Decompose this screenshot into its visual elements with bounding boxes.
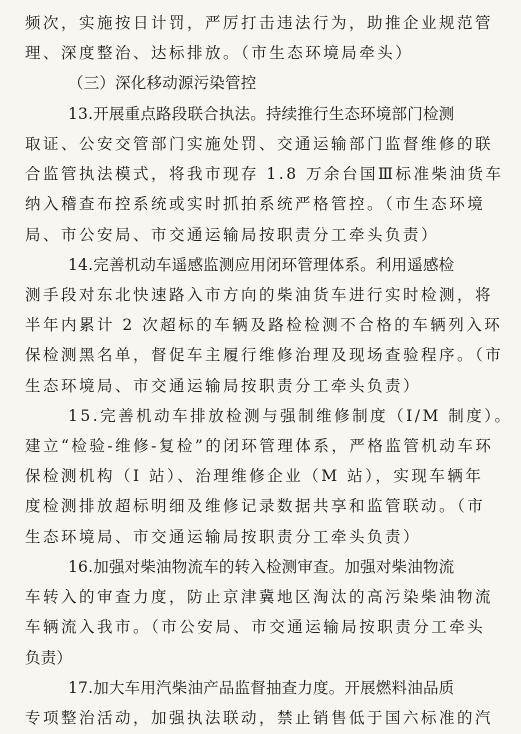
text-line: 车辆流入我市。（市公安局、市交通运输局按职责分工牵头 bbox=[25, 618, 486, 637]
section-heading: （三）深化移动源污染管控 bbox=[68, 74, 257, 93]
text-line: 建立“检验-维修-复检”的闭环管理体系，严格监管机动车环 bbox=[25, 437, 494, 456]
text-line: 生态环境局、市交通运输局按职责分工牵头负责） bbox=[25, 376, 422, 395]
text-line: 负责） bbox=[25, 648, 73, 667]
text-line: 14.完善机动车遥感监测应用闭环管理体系。利用遥感检 bbox=[68, 255, 455, 274]
text-line: 纳入稽查布控系统或实时抓拍系统严格管控。（市生态环境 bbox=[25, 195, 486, 214]
text-line: 理、深度整治、达标排放。（市生态环境局牵头） bbox=[25, 44, 414, 63]
text-line: 测手段对东北快速路入市方向的柴油货车进行实时检测，将 bbox=[25, 285, 494, 304]
text-line: 半年内累计 2 次超标的车辆及路检检测不合格的车辆列入环 bbox=[25, 316, 503, 335]
text-line: 17.加大车用汽柴油产品监督抽查力度。开展燃料油品质 bbox=[68, 678, 455, 697]
text-line: 合监管执法模式，将我市现存 1.8 万余台国Ⅲ标准柴油货车 bbox=[25, 165, 504, 184]
text-line: 车转入的审查力度，防止京津冀地区淘汰的高污染柴油物流 bbox=[25, 588, 494, 607]
text-line: 15.完善机动车排放检测与强制维修制度（I/M 制度）。 bbox=[68, 406, 513, 425]
text-line: 取证、公安交管部门实施处罚、交通运输部门监督维修的联 bbox=[25, 134, 494, 153]
text-line: 13.开展重点路段联合执法。持续推行生态环境部门检测 bbox=[68, 104, 455, 123]
text-line: 生态环境局、市交通运输局按职责分工牵头负责） bbox=[25, 527, 422, 546]
text-line: 频次，实施按日计罚，严厉打击违法行为，助推企业规范管 bbox=[25, 14, 494, 32]
text-line: 保检测机构（I 站）、治理维修企业（M 站），实现车辆年 bbox=[25, 467, 484, 486]
text-line: 局、市公安局、市交通运输局按职责分工牵头负责） bbox=[25, 225, 440, 244]
text-line: 16.加强对柴油物流车的转入检测审查。加强对柴油物流 bbox=[68, 557, 455, 576]
text-line: 度检测排放超标明细及维修记录数据共享和监管联动。（市 bbox=[25, 497, 486, 516]
text-line: 专项整治活动，加强执法联动，禁止销售低于国六标准的汽 bbox=[25, 709, 494, 727]
text-line: 保检测黑名单，督促车主履行维修治理及现场查验程序。（市 bbox=[25, 346, 504, 365]
